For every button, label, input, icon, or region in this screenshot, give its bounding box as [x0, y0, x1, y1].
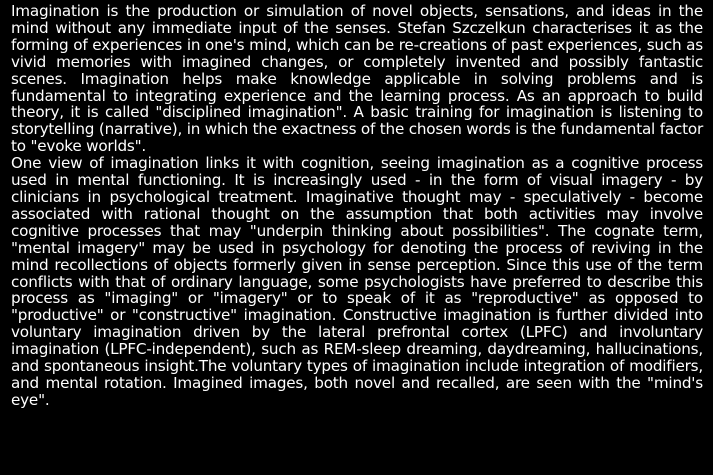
paragraph-imagination-cognition: One view of imagination links it with cognition, seeing imagination as a cognitive process used in mental functioning. It is increasingly used - in the form of visual imagery - by clinicians in psychological treatment. Imaginative thought may - speculatively - become associated with rational thought on the assumption that both activities may involve cognitive processes that may "underpin thinking about possibilities". The cognate term, "mental imagery" may be used in psychology for denoting the process of reviving in the mind recollections of objects formerly given in sense perception. Since this use of the term conflicts with that of ordinary language, some psychologists have preferred to describe this process as "imaging" or "imagery" or to speak of it as "reproductive" as opposed to "productive" or "constructive" imagination. Constructive imagination is further divided into voluntary imagination driven by the lateral prefrontal cortex (LPFC) and involuntary imagination (LPFC-independent), such as REM-sleep dreaming, daydreaming, hallucinations, and spontaneous insight.The voluntary types of imagination include integration of modifiers, and mental rotation. Imagined images, both novel and recalled, are seen with the "mind's eye". — [11, 154, 703, 409]
paragraph-imagination-definition: Imagination is the production or simulation of novel objects, sensations, and ideas in the mind without any immediate input of the senses. Stefan Szczelkun characterises it as the forming of experiences in one's mind, which can be re-creations of past experiences, such as vivid memories with imagined changes, or completely invented and possibly fantastic scenes. Imagination helps make knowledge applicable in solving problems and is fundamental to integrating experience and the learning process. As an approach to build theory, it is called "disciplined imagination". A basic training for imagination is listening to storytelling (narrative), in which the exactness of the chosen words is the fundamental factor to "evoke worlds". — [11, 2, 704, 156]
